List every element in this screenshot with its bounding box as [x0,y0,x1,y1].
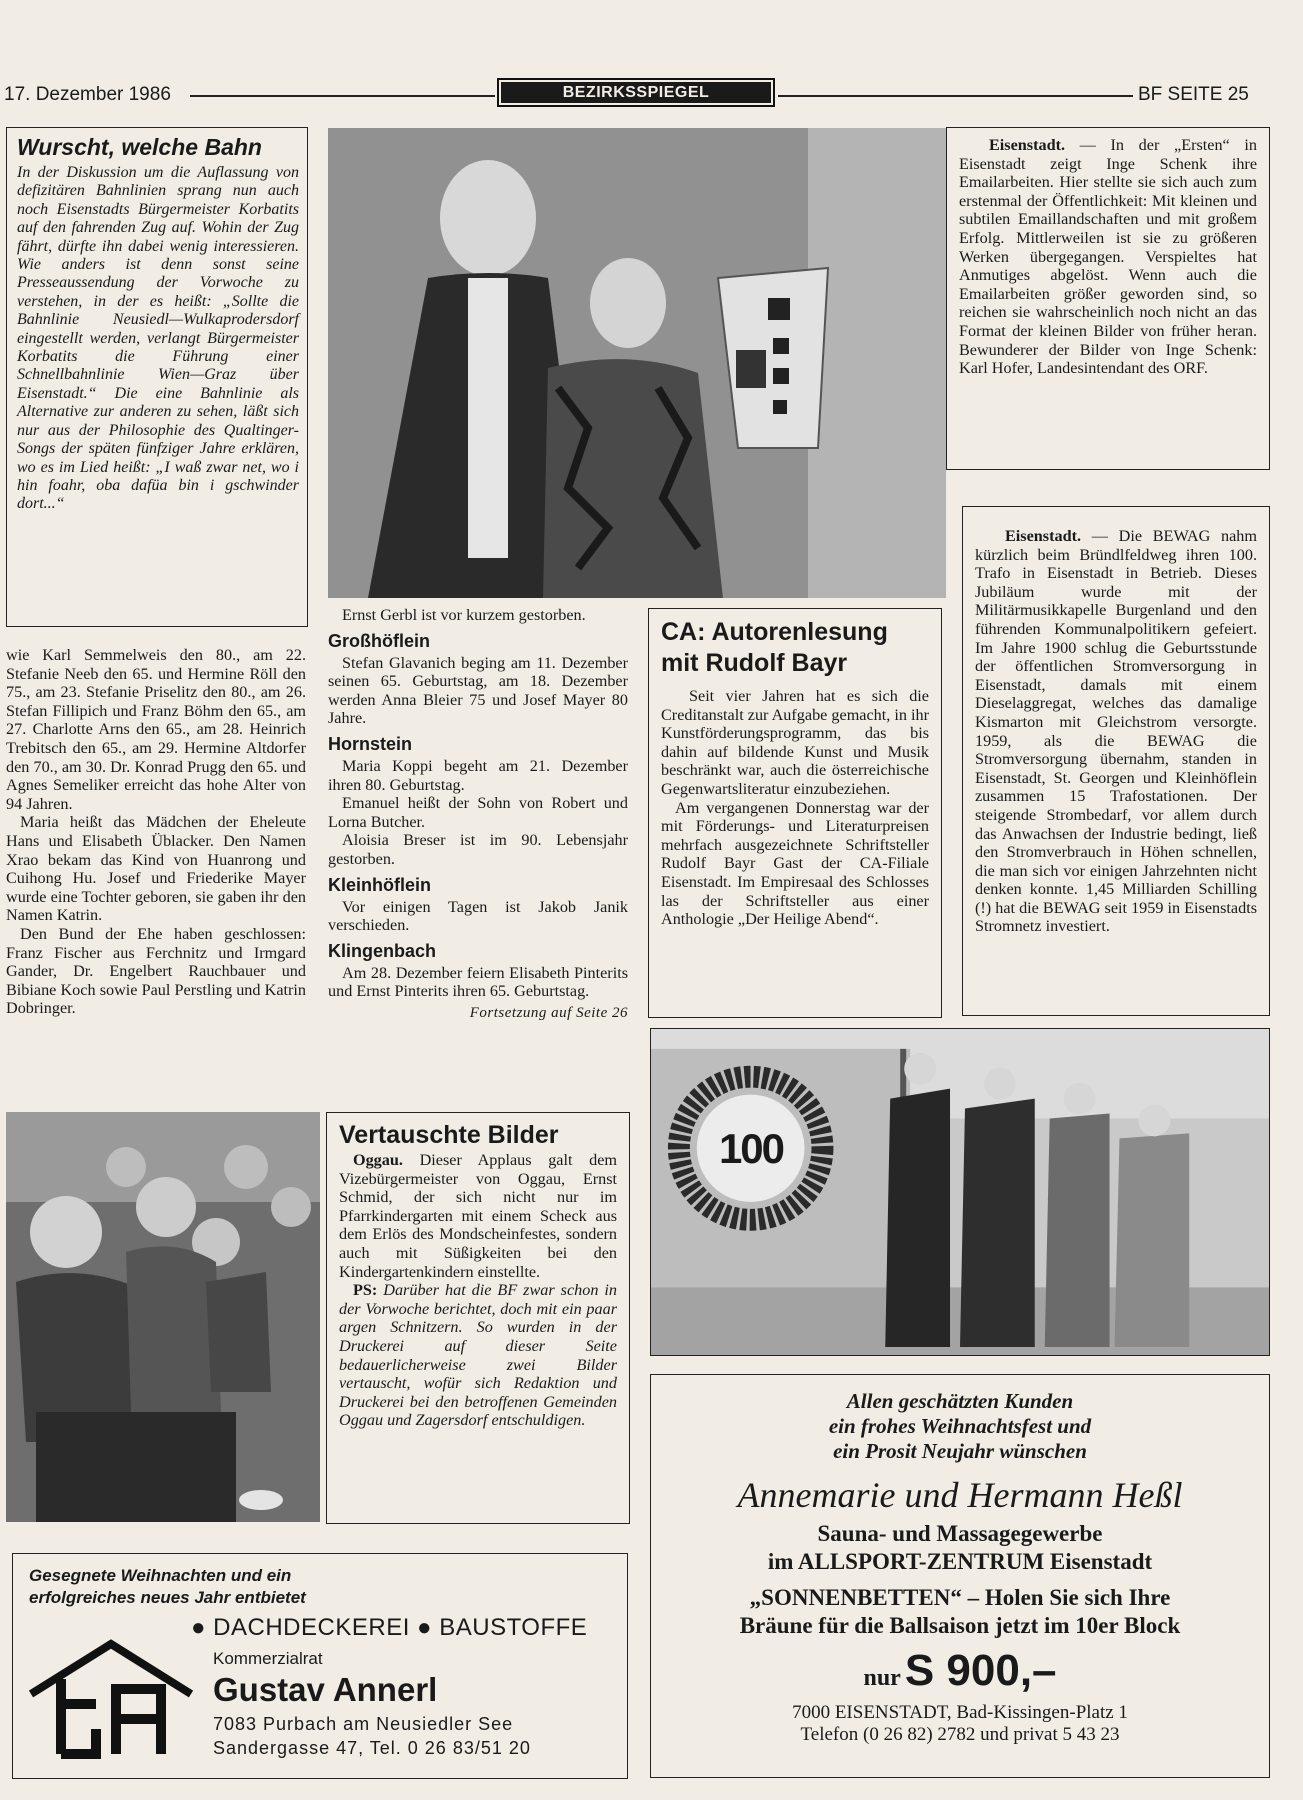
wurscht-box [6,127,308,627]
continuation-note: Fortsetzung auf Seite 26 [469,1004,628,1021]
vertauscht-box [326,1112,630,1524]
hessl-greeting-1: Allen geschätzten Kunden [846,1389,1074,1413]
hessl-price-prefix: nur [863,1665,901,1691]
ad-annerl [12,1553,628,1779]
bewag-text [975,527,1257,936]
header-rule-right [778,95,1133,97]
schenk-body: — In der „Ersten“ in Eisenstadt zeigt Inge Schenk ihre Emailarbeiten. Hier stellte sie sich auch zum erstenmal der Öffentlichkeit: Mit kleinen und subtilen Emaillandschaften und mit großem Erfolg. Mittlerweilen ist sie zu größeren Werken übergegangen. Verspieltes hat Anmutiges abgelöst. Wenn auch die Emailarbeiten größer geworden sind, so reichen sie wahrscheinlich noch nicht an das Format der kleinen Bilder von früher heran. Bewunderer der Bilder von Inge Schenk: Karl Hofer, Landesintendant des ORF. [959,136,1257,378]
wurscht-body: In der Diskussion um die Auflassung von defizitären Bahnlinien sprang nun auch noch Eisenstadts Bürgermeister Korbatits auf den fahrenden Zug auf. Wohin der Zug fährt, dürfte ihn dabei wenig interessieren. Wie anders ist denn sonst seine Presseaussendung der Vorwoche zu verstehen, in der es heißt: „Sollte die Bahnlinie Neusiedl—Wulkaprodersdorf eingestellt werden, verlangt Bürgermeister Korbatits die Führung einer Schnellbahnlinie Wien—Graz über Eisenstadt.“ Die eine Bahnlinie als Alternative zur anderen zu sehen, läßt sich nur aus der Philosophie des Qualtinger-Songs der späten fünfziger Jahre erklären, wo es im Lied heißt: „I waß zwar net, wo i hin foahr, oba dafüa bin i gschwinder dort...“ [17,164,299,513]
vertauscht-text [339,1151,617,1281]
marriages-text: Den Bund der Ehe haben geschlossen: Franz Fischer aus Ferchnitz und Irmgard Gander, Dr. Engelbert Rauchbauer und Bibiane Koch sowie Paul Perstling und Katrin Dobringer. [6,924,306,1018]
photo-bewag-trafo [650,1028,1270,1356]
hornstein-text-1: Maria Koppi begeht am 21. Dezember ihren 80. Geburtstag. [328,756,628,794]
annerl-biz-1: DACHDECKEREI [213,1614,410,1641]
left-column [6,646,306,1018]
ps-body: Darüber hat die BF zwar schon in der Vorwoche berichtet, doch mit ein paar argen Schnitzern. So wurden in der Druckerei auf dieser Seite bedauerlicherweise zwei Bilder vertauscht, wofür sich Redaktion und Druckerei bei den betroffenen Gemeinden Oggau und Zagersdorf entschuldigen. [339,1281,617,1430]
hessl-price-line [651,1646,1269,1696]
annerl-name: Gustav Annerl [213,1671,438,1708]
vertauscht-body: Dieser Applaus galt dem Vizebürgermeister von Oggau, Ernst Schmid, der sich nicht nur im Pfarrkindergarten mit einem Scheck aus dem Erlös des Mondscheinfestes, sondern auch mit Süßigkeiten bei den Kindergartenkindern einstellte. [339,1151,617,1281]
header-page: BF SEITE 25 [1138,84,1249,105]
gerbl-text: Ernst Gerbl ist vor kurzem gestorben. [342,606,586,624]
hessl-greeting-2: ein frohes Weihnachtsfest und [828,1414,1092,1438]
annerl-title: Kommerzialrat [213,1649,323,1668]
vertauscht-title: Vertauschte Bilder [339,1121,559,1149]
heading-klingenbach: Klingenbach [328,940,437,961]
kleinhoeflein-text: Vor einigen Tagen ist Jakob Janik verschieden. [328,897,628,935]
schenk-place: Eisenstadt. [989,136,1066,154]
header-section-label: BEZIRKSSPIEGEL [501,82,771,103]
schenk-text [959,136,1257,378]
hessl-address-2: Telefon (0 26 82) 2782 und privat 5 43 23 [800,1724,1120,1745]
bullet-1: ● [191,1614,214,1641]
bewag-box [962,506,1270,1016]
hessl-greeting-3: ein Prosit Neujahr wünschen [833,1439,1087,1463]
klingenbach-text: Am 28. Dezember feiern Elisabeth Pinterits und Ernst Pinterits ihren 65. Geburtstag. [328,963,628,1001]
hessl-address-1: 7000 EISENSTADT, Bad-Kissingen-Platz 1 [792,1702,1128,1723]
newborns-text: Maria heißt das Mädchen der Eheleute Hans und Elisabeth Üblacker. Den Namen Xrao bekam das Kind von Huanrong und Cuihong Hu. Josef und Friederike Mayer wurde eine Tochter geboren, sie gaben ihr den Namen Katrin. [6,813,306,925]
annerl-biz-2: BAUSTOFFE [439,1614,588,1641]
schenk-box [946,127,1270,470]
heading-kleinhoeflein: Kleinhöflein [328,874,431,895]
grosshoeflein-text: Stefan Glavanich beging am 11. Dezember seinen 65. Geburtstag, am 18. Dezember werden Anna Bleier 75 und Josef Mayer 80 Jahre. [328,653,628,728]
hessl-line-4: Bräune für die Ballsaison jetzt im 10er Block [739,1613,1181,1638]
hornstein-text-2: Emanuel heißt der Sohn von Robert und Lorna Butcher. [328,794,628,831]
hessl-line-1: Sauna- und Massagegewerbe [817,1521,1103,1546]
header-rule-left [190,95,495,97]
annerl-address-1: 7083 Purbach am Neusiedler See [213,1714,514,1734]
annerl-business-line [191,1614,587,1642]
ca-title-line-2: mit Rudolf Bayr [661,649,848,677]
hessl-line-3: „SONNENBETTEN“ – Holen Sie sich Ihre [749,1585,1171,1610]
ca-text-2: Am vergangenen Donnerstag war der mit Förderungs- und Literaturpreisen mehrfach ausgezeichnete Schriftsteller Rudolf Bayr Gast der CA-Filiale Eisenstadt. Im Empiresaal des Schlosses las der Schriftsteller aus einer Anthologie „Der Heilige Abend“. [661,798,929,929]
hessl-names: Annemarie und Hermann Heßl [737,1475,1183,1515]
wreath-number: 100 [718,1125,784,1172]
photo-kindergarten [6,1112,320,1522]
ad-hessl [650,1374,1270,1778]
hornstein-text-3: Aloisia Breser ist im 90. Lebensjahr gestorben. [328,831,628,868]
annerl-address-2: Sandergasse 47, Tel. 0 26 83/51 20 [213,1738,531,1758]
bullet-2: ● [409,1614,440,1641]
header-date: 17. Dezember 1986 [4,84,171,105]
bewag-place: Eisenstadt. [1005,527,1082,545]
hessl-price: S 900,– [904,1646,1057,1695]
vertauscht-ps [339,1281,617,1430]
births-birthdays-text: wie Karl Semmelweis den 80., am 22. Stefanie Neeb den 65. und Hermine Röll den 75., am 23. Stefanie Priselitz den 80., am 26. Stefan Fillipich und Franz Böhm den 65., am 27. Charlotte Arns den 65., am 28. Heinrich Trebitsch den 65., am 29. Hermine Altdorfer den 70., am 30. Dr. Konrad Prugg den 65. und Agnes Semeliker erreicht das hohe Alter von 94 Jahren. [6,646,306,813]
header-section [497,78,775,107]
hessl-line-2: im ALLSPORT-ZENTRUM Eisenstadt [767,1549,1153,1574]
heading-hornstein: Hornstein [328,733,413,754]
wurscht-title: Wurscht, welche Bahn [17,134,262,160]
annerl-greeting-2: erfolgreiches neues Jahr entbietet [29,1588,306,1607]
annerl-greeting-1: Gesegnete Weihnachten und ein [29,1566,292,1585]
ca-text-1: Seit vier Jahren hat es sich die Creditanstalt zur Aufgabe gemacht, in ihr Kunstförderungsprogramm, das bis dahin auf bildende Kunst und Musik beschränkt war, auch die österreichische Gegenwartsliteratur einzubeziehen. [661,687,929,798]
ca-box [648,608,942,1018]
ps-label: PS: [353,1281,378,1300]
house-logo-icon [21,1634,201,1764]
bewag-body: — Die BEWAG nahm kürzlich beim Bründlfeldweg ihren 100. Trafo in Eisenstadt in Betrieb. Dieses Jubiläum wurde mit der Militärmusikkapelle Burgenland und den führenden Kommunalpolitikern gefeiert. Im Jahre 1900 schlug die Geburtsstunde der öffentlichen Stromversorgung in Eisenstadt, damals mit einem Dieselaggregat, welches das damalige Kismarton mit Gleichstrom versorgte. 1959, als die BEWAG die Stromversorgung übernahm, standen in Eisenstadt, St. Georgen und Kleinhöflein zusammen 15 Trafostationen. Der steigende Strombedarf, vor allem durch das Anwachsen der Industrie bedingt, ließ den Stromverbrauch in Höhen schnellen, die man sich vor einigen Jahrzehnten nicht denken konnte. 1,45 Milliarden Schilling (!) hat die BEWAG seit 1959 in Eisenstadts Stromnetz investiert. [975,527,1257,936]
photo-schenk-exhibition [328,128,946,598]
ca-title-line-1: CA: Autorenlesung [661,618,888,646]
vertauscht-place: Oggau. [353,1151,403,1169]
middle-column [328,606,628,1022]
heading-grosshoeflein: Großhöflein [328,630,430,651]
